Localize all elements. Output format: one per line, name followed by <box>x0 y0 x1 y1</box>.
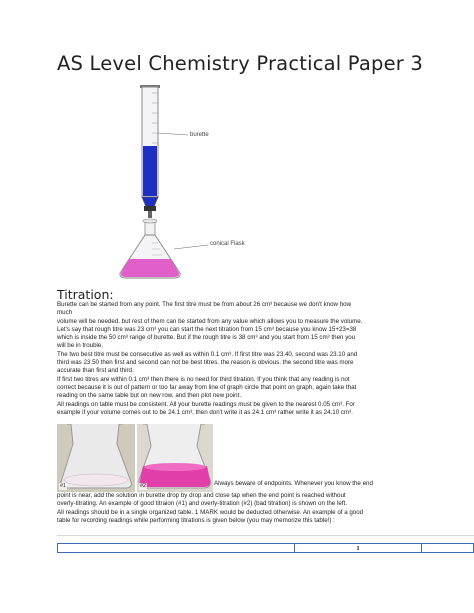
text-line: much <box>57 309 73 317</box>
text-line: Burette can be started from any point. The first titre must be from about 26 cm³ because we don't know how <box>57 301 352 308</box>
burette-tip <box>148 211 152 218</box>
text-line: which is inside the 50 cm³ range of burette. But if the rough titre is 38 cm³ and you start from 15 cm³ then you <box>57 334 356 342</box>
burette-label: burette <box>190 132 209 138</box>
footer-cell-left <box>58 544 295 553</box>
text-line: Always beware of endpoints. Whenever you know the end <box>214 480 373 487</box>
text-line: overly-titrating. An example of good titraion (#1) and overly-titration (#2) (bad titration) is shown on the left. <box>57 500 347 508</box>
bad-titration-image <box>137 424 213 492</box>
page-number: 1 <box>295 544 422 553</box>
endpoint-warning-inline <box>214 480 474 488</box>
section-heading-titration: Titration: <box>57 287 114 302</box>
photo-tag-bad: #2 <box>140 483 147 489</box>
burette-and-flask-diagram <box>104 83 304 283</box>
photo-tag-good: #1 <box>60 483 67 489</box>
page-footer <box>57 543 474 553</box>
titration-notes-top <box>57 301 474 417</box>
text-line: The two best titre must be consecutive as well as within 0.1 cm³. If first titre was 23.40, second was 23.10 and <box>57 350 358 358</box>
text-line: table for recording readings while performing titrations is given below (you may memorize this table!) : <box>57 516 335 524</box>
flask-pointer-line <box>174 245 208 249</box>
text-line: reading on the same table but on new row, and then plot new point. <box>57 392 242 400</box>
burette-pointer-line <box>158 133 188 135</box>
text-line: All readings on table must be consistent. All your burette readings must be given to the nearest 0.05 cm³. For <box>57 400 355 408</box>
good-titration-image <box>57 424 135 492</box>
text-line: volume will be needed. but rest of them can be started from any value which allows you to measure the volume. <box>57 317 363 325</box>
footer-divider <box>57 535 474 536</box>
text-line: example if your volume comes out to be 24.1 cm³, then don't write it as 24.1 cm³ rather write it as 24.10 cm³. <box>57 408 353 416</box>
burette-stopcock <box>144 206 156 211</box>
titration-endpoint-photos <box>57 424 213 492</box>
burette-liquid <box>143 146 157 196</box>
titration-apparatus-figure <box>104 83 304 283</box>
text-line: will be in trouble. <box>57 342 104 350</box>
page-title: AS Level Chemistry Practical Paper 3 <box>57 52 424 75</box>
flask-label: conical Flask <box>210 241 245 247</box>
titration-notes-bottom <box>57 492 474 525</box>
text-line: If first two titres are within 0.1 cm³ then there is no need for third titration. If you think that any reading is not <box>57 375 350 383</box>
photo-bad-titration <box>137 424 213 492</box>
text-line: accurate than first and third. <box>57 367 134 375</box>
text-line: All readings should be in a single organized table. 1 MARK would be deducted otherwise. An example of a good <box>57 508 364 516</box>
text-line: point is near, add the solution in burette drop by drop and close tap when the end point is reached without <box>57 492 346 499</box>
photo-good-titration <box>57 424 135 492</box>
flask-mouth <box>143 219 157 223</box>
text-line: third was 23.50 then first and second can not be best titres. the reason is obvious. the second titre was more <box>57 359 354 367</box>
text-line: correct because it is out of pattern or too far away from line of graph circle that point on graph, again take that <box>57 383 357 391</box>
text-line: Let's say that rough titre was 23 cm³ you can start the next titration from 15 cm³ because you know 15+23=38 <box>57 325 357 333</box>
flask-liquid <box>121 259 179 277</box>
footer-cell-right <box>422 544 474 553</box>
